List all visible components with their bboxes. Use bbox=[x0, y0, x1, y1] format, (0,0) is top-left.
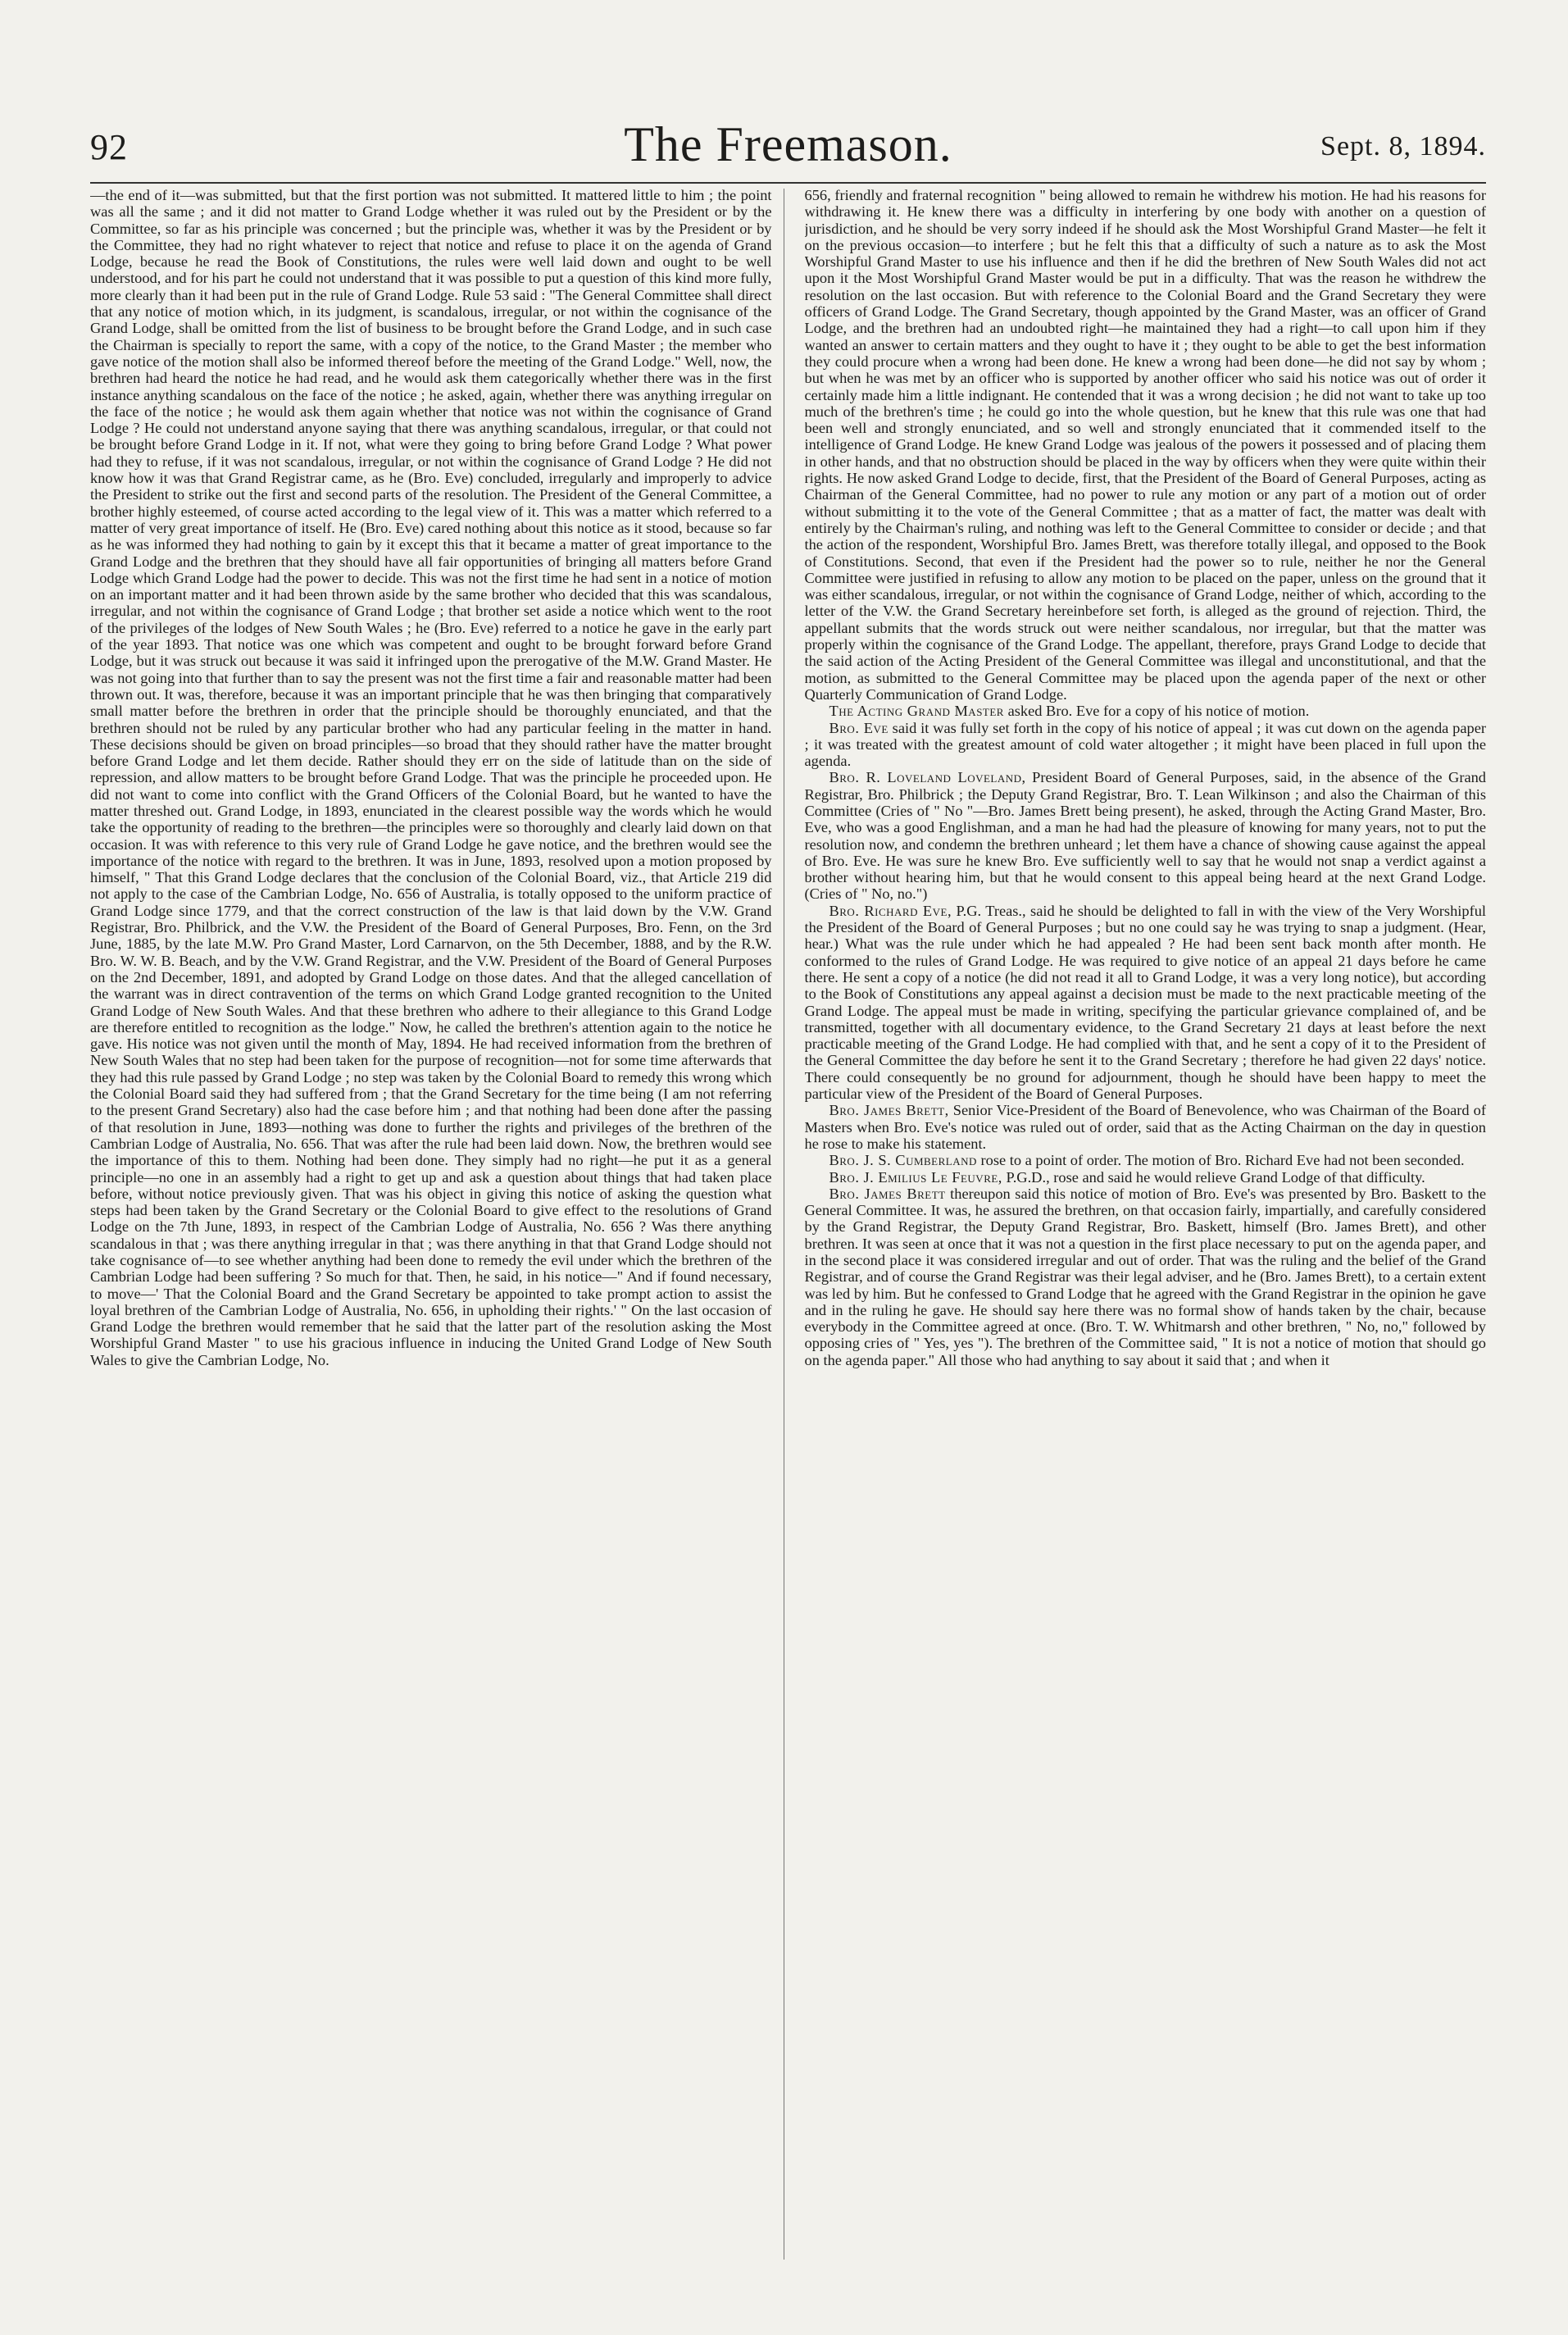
paragraph bbox=[805, 903, 1487, 1103]
paragraph bbox=[805, 187, 1487, 703]
paragraph-text: 656, friendly and fraternal recognition " being allowed to remain he withdrew his motion. He had his reasons for withdrawing it. He knew there was a difficulty in interfering by one body with another on a question of jurisdiction, and he should be very sorry indeed if he should ask the Most Worshipful Grand Master—he felt it on the previous occasion—to interfere ; but he felt this that a difficulty of such a nature as to ask the Most Worshipful Grand Master to use his influence and then if he did the brethren of New South Wales did not act upon it the Most Worshipful Grand Master would be put in a difficulty. That was the reason he withdrew the resolution on the last occasion. But with reference to the Colonial Board and the Grand Secretary they were officers of Grand Lodge. The Grand Secretary, though appointed by the Grand Master, was an officer of Grand Lodge, and the brethren had an undoubted right—he maintained they had a right—to call upon him if they wanted an answer to certain matters and they ought to have it ; they ought to be able to get the best information they could procure when a wrong had been done. He knew a wrong had been done—he did not say by whom ; but when he was met by an officer who is supported by another officer who said his notice was out of order it certainly made him a little indignant. He contended that it was a wrong decision ; he did not want to take up too much of the brethren's time ; he could go into the whole question, but he knew that this rule was one that had been well and strongly enunciated, and so well and strongly enunciated that it commended itself to the intelligence of Grand Lodge. He knew Grand Lodge was jealous of the powers it possessed and of placing them in other hands, and that no obstruction should be placed in the way by officers when they were quite within their rights. He now asked Grand Lodge to decide, first, that the President of the Board of General Purposes, acting as Chairman of the General Committee, had no power to rule any motion or any part of a motion out of order without submitting it to the vote of the General Committee ; that as a matter of fact, the matter was dealt with entirely by the Chairman's ruling, and nothing was left to the General Committee to consider or decide ; and that the action of the respondent, Worshipful Bro. James Brett, was therefore totally illegal, and opposed to the Book of Constitutions. Second, that even if the President had the power so to rule, neither he nor the General Committee were justified in refusing to allow any motion to be placed on the paper, unless on the ground that it was either scandalous, irregular, or not within the cognisance of Grand Lodge, neither of which, according to the letter of the V.W. the Grand Secretary hereinbefore set forth, is alleged as the ground of rejection. Third, the appellant submits that the words struck out were neither scandalous, nor irregular, but that the matter was properly within the cognisance of the Grand Lodge. The appellant, therefore, prays Grand Lodge to decide that the said action of the Acting President of the General Committee was illegal and unconstitutional, and that the motion, as submitted to the General Committee may be placed upon the agenda paper of the next or other Quarterly Communication of Grand Lodge. bbox=[804, 187, 1486, 703]
paragraph-text: said it was fully set forth in the copy of his notice of appeal ; it was cut down on the agenda paper ; it was treated with the greatest amount of cold water altogether ; it might have been placed in full upon the agenda. bbox=[804, 719, 1486, 770]
speaker-name: Bro. Eve bbox=[829, 719, 889, 736]
paragraph bbox=[90, 187, 772, 1368]
speaker-name: Bro. R. Loveland Loveland, bbox=[829, 769, 1026, 786]
speaker-name: Bro. J. Emilius Le Feuvre, bbox=[829, 1168, 1002, 1186]
masthead bbox=[90, 116, 1486, 175]
speaker-name: Bro. J. S. Cumberland bbox=[829, 1152, 977, 1169]
left-column bbox=[90, 187, 772, 2260]
paragraph-text: asked Bro. Eve for a copy of his notice of motion. bbox=[1003, 703, 1310, 720]
paragraph-text: President Board of General Purposes, said, in the absence of the Grand Registrar, Bro. Philbrick ; the Deputy Grand Registrar, Bro. T. Lean Wilkinson ; and also the Chairman of this Committee (Cries of " No "—Bro. James Brett being present), he asked, through the Acting Grand Master, Bro. Eve, who was a good Englishman, and a man he had had the pleasure of knowing for many years, not to put the resolution now, and condemn the brethren unheard ; let them have a chance of showing cause against the appeal of Bro. Eve. He was sure he knew Bro. Eve sufficiently well to say that he would not snap a verdict against a brother without hearing him, but that he would consent to this appeal being heard at the next Grand Lodge. (Cries of " No, no.") bbox=[804, 769, 1486, 903]
publication-title: The Freemason. bbox=[624, 117, 952, 171]
paragraph bbox=[805, 1102, 1487, 1152]
speaker-name: The Acting Grand Master bbox=[829, 703, 1004, 720]
paragraph-text: —the end of it—was submitted, but that the first portion was not submitted. It mattered little to him ; the point was all the same ; and it did not matter to Grand Lodge whether it was ruled out by the President or by the Committee, so far as his principle was concerned ; but the principle was, whether it was by the President or by the Committee, they had no right whatever to reject that notice and refuse to place it on the agenda of Grand Lodge, because he read the Book of Constitutions, the rules were well laid down and ought to be well understood, and for his part he could not understand that it was possible to put a question of this kind more fully, more clearly than it had been put in the rule of Grand Lodge. Rule 53 said : "The General Committee shall direct that any notice of motion which, in its judgment, is scandalous, irregular, or not within the cognisance of the Grand Lodge, shall be omitted from the list of business to be brought before the Grand Lodge, and in such case the Chairman is specially to report the same, with a copy of the notice, to the Grand Master ; the member who gave notice of the motion shall also be informed thereof before the meeting of the Grand Lodge." Well, now, the brethren had heard the notice he had read, and he would ask them categorically whether there was in the first instance anything scandalous on the face of the notice ; he asked, again, whether there was anything irregular on the face of the notice ; he would ask them again whether that notice was not within the cognisance of Grand Lodge ? He could not understand anyone saying that there was anything scandalous, irregular, or that could not be brought before Grand Lodge in it. If not, what were they going to bring before Grand Lodge ? What power had they to refuse, if it was not scandalous, irregular, or not within the cognisance of Grand Lodge ? He did not know how it was that Grand Registrar came, as he (Bro. Eve) concluded, irregularly and improperly to advice the President to strike out the first and second parts of the resolution. The President of the General Committee, a brother highly esteemed, of course acted according to the legal view of it. This was a matter which referred to a matter of very great importance of itself. He (Bro. Eve) cared nothing about this notice as it stood, because so far as he was informed they had nothing to gain by it except this that it became a matter of great importance to the Grand Lodge and the brethren that they should have all fair opportunities of bringing all matters before Grand Lodge which Grand Lodge had the power to decide. This was not the first time he had sent in a notice of motion on an important matter and it had been thrown aside by the same brother who decided that this was scandalous, irregular, and not within the cognisance of Grand Lodge ; that brother set aside a notice which went to the root of the privileges of the lodges of New South Wales ; he (Bro. Eve) referred to a notice he gave in the early part of the year 1893. That notice was one which was competent and ought to be brought forward before Grand Lodge, but it was struck out because it was said it infringed upon the prerogative of the M.W. Grand Master. He was not going into that further than to say the present was not the first time a fair and reasonable matter had been thrown out. It was, therefore, because it was an important principle that he was then bringing that comparatively small matter before the brethren in order that the principle should be thoroughly enunciated, and that the brethren should not be ruled by any particular brother who had any particular feeling in the matter in hand. These decisions should be given on broad principles—so broad that they should rather have the matter brought before Grand Lodge and let them decide. Rather should they err on the side of latitude than on the side of repression, and allow matters to be brought before Grand Lodge. That was the principle he proceeded upon. He did not want to come into conflict with the Grand Officers of the Colonial Board, but he wanted to have the matter threshed out. Grand Lodge, in 1893, enunciated in the clearest possible way the words which he would take the opportunity of reading to the brethren—the principles were so thoroughly and clearly laid down on that occasion. It was with reference to this very rule of Grand Lodge he gave notice, and the brethren would see the importance of the notice with regard to the brethren. It was in June, 1893, resolved upon a motion proposed by himself, " That this Grand Lodge declares that the conclusion of the Colonial Board, viz., that Article 219 did not apply to the case of the Cambrian Lodge, No. 656 of Australia, is totally opposed to the uniform practice of Grand Lodge since 1779, and that the correct construction of the law is that laid down by the V.W. Grand Registrar, Bro. Philbrick, and the V.W. the President of the Board of General Purposes, Bro. Fenn, on the 3rd June, 1885, by the late M.W. Pro Grand Master, Lord Carnarvon, on the 5th December, 1888, and by the R.W. Bro. W. W. B. Beach, and by the V.W. Grand Registrar, and the V.W. President of the Board of General Purposes on the 2nd December, 1891, and adopted by Grand Lodge on those dates. And that the alleged cancellation of the warrant was in direct contravention of the terms on which Grand Lodge granted recognition to the United Grand Lodge of New South Wales. And that these brethren who adhere to their allegiance to this Grand Lodge are therefore entitled to recognition as the lodge." Now, he called the brethren's attention again to the notice he gave. His notice was not given until the month of May, 1894. He had received information from the brethren of New South Wales that no step had been taken for the purpose of recognition—not for some time afterwards that they had this rule passed by Grand Lodge ; no step was taken by the Colonial Board to remedy this wrong which the Colonial Board said they had suffered from ; that the Grand Secretary for the time being (I am not referring to the present Grand Secretary) also had the case before him ; and that nothing had been done after the passing of that resolution in June, 1893—nothing was done to further the rights and privileges of the brethren of the Cambrian Lodge of Australia, No. 656. That was after the rule had been laid down. Now, the brethren would see the importance of this to them. Nothing had been done. They simply had no right—he put it as a general principle—no one in an assembly had a right to get up and ask a question about things that had taken place before, without notice previously given. That was his object in giving this notice of asking the question what steps had been taken by the Grand Secretary or the Colonial Board to give effect to the resolutions of Grand Lodge on the 7th June, 1893, in respect of the Cambrian Lodge of Australia, No. 656 ? Was there anything scandalous in that ; was there anything irregular in that ; was there anything in that that Grand Lodge should not take cognisance of—to see whether anything had been done to remedy the evil under which the brethren of the Cambrian Lodge had been suffering ? So much for that. Then, he said, in his notice—" And if found necessary, to move—' That the Colonial Board and the Grand Secretary be appointed to take prompt action to assist the loyal brethren of the Cambrian Lodge of Australia, No. 656, in upholding their rights.' " On the last occasion of Grand Lodge the brethren would remember that he said that the latter part of the resolution asking the Most Worshipful Grand Master " to use his gracious influence in inducing the United Grand Lodge of New South Wales to give the Cambrian Lodge, No. bbox=[90, 187, 772, 1368]
paragraph-text: Senior Vice-President of the Board of Benevolence, who was Chairman of the Board of Masters when Bro. Eve's notice was ruled out of order, said that as the Acting Chairman on the day in question he rose to make his statement. bbox=[804, 1102, 1486, 1152]
paragraph-text: thereupon said this notice of motion of Bro. Eve's was presented by Bro. Baskett to the General Committee. It was, he assured the brethren, on that occasion fairly, impartially, and carefully considered by the Grand Registrar, the Deputy Grand Registrar, Bro. Baskett, himself (Bro. James Brett), and other brethren. It was seen at once that it was not a question in the first place necessary to put on the agenda paper, and in the second place it was considered irregular and out of order. That was the ruling and the belief of the Grand Registrar, and of course the Grand Registrar was their legal adviser, and he (Bro. James Brett), to a certain extent was led by him. But he confessed to Grand Lodge that he agreed with the Grand Registrar in the opinion he gave and in the ruling he gave. He should say here there was no formal show of hands taken by the chair, because everybody in the Committee agreed at once. (Bro. T. W. Whitmarsh and other brethren, " No, no," followed by opposing cries of " Yes, yes "). The brethren of the Committee said, " It is not a notice of motion that should go on the agenda paper." All those who had anything to say about it said that ; and when it bbox=[804, 1185, 1486, 1368]
issue-date: Sept. 8, 1894. bbox=[1320, 131, 1486, 162]
speaker-name: Bro. James Brett bbox=[829, 1185, 946, 1202]
right-column bbox=[805, 187, 1487, 2260]
paragraph bbox=[805, 1152, 1487, 1168]
paragraph-text: rose to a point of order. The motion of Bro. Richard Eve had not been seconded. bbox=[976, 1152, 1465, 1169]
paragraph-text: P.G. Treas., said he should be delighted to fall in with the view of the Very Worshipful the President of the Board of General Purposes ; but no one could say he was trying to snap a judgment. (Hear, hear.) What was the rule under which he had appealed ? He had been sent back month after month. He conformed to the rules of Grand Lodge. He was required to give notice of an appeal 21 days before he came there. He sent a copy of a notice (he did not read it all to Grand Lodge, it was a very long notice), but according to the Book of Constitutions any appeal against a decision must be made to the next practicable meeting of the Grand Lodge. The appeal must be made in writing, specifying the particular grievance complained of, and be transmitted, together with all documentary evidence, to the Grand Secretary 21 days at least before the next practicable meeting of the Grand Lodge. He had complied with that, and he sent a copy of it to the President of the General Committee the day before he sent it to the Grand Secretary ; therefore he had given 22 days' notice. There could consequently be no ground for adjournment, though he should have been happy to meet the particular view of the President of the Board of General Purposes. bbox=[804, 902, 1486, 1103]
paragraph bbox=[805, 1186, 1487, 1368]
page-number: 92 bbox=[90, 127, 128, 167]
article-body bbox=[90, 187, 1486, 2260]
paragraph-text: P.G.D., rose and said he would relieve Grand Lodge of that difficulty. bbox=[1002, 1168, 1425, 1186]
speaker-name: Bro. Richard Eve, bbox=[829, 902, 952, 919]
speaker-name: Bro. James Brett, bbox=[829, 1102, 949, 1119]
paragraph bbox=[805, 1169, 1487, 1186]
paragraph bbox=[805, 720, 1487, 770]
header-rule bbox=[90, 182, 1486, 184]
paragraph bbox=[805, 769, 1487, 902]
paragraph bbox=[805, 703, 1487, 719]
